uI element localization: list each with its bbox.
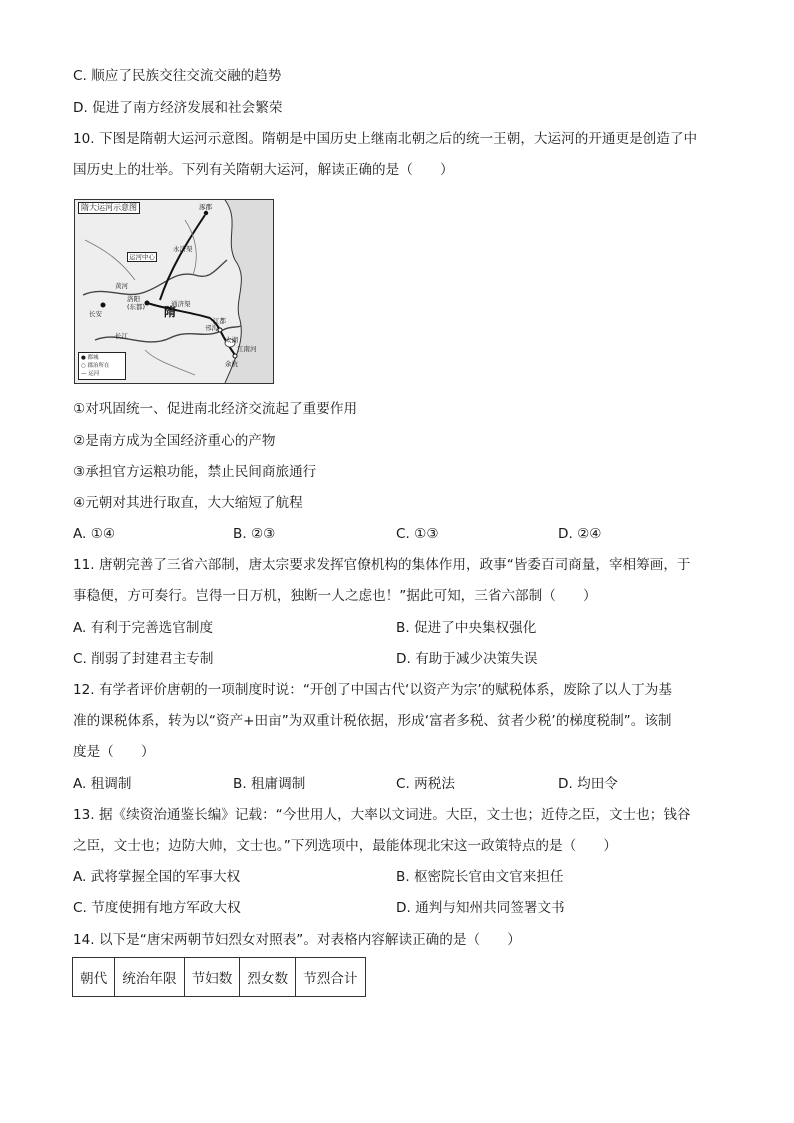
q9-option-c: C. 顺应了民族交往交流交融的趋势 (73, 68, 282, 84)
q14-header-dynasty: 朝代 (73, 958, 115, 997)
map-label-changan: 长安 (89, 310, 102, 318)
map-label-yuhang: 余杭 (225, 360, 238, 368)
legend-canal: — 运河 (81, 371, 100, 377)
map-label-jiangdu: 江都 (213, 317, 226, 325)
q10-statement-4: ④元朝对其进行取直，大大缩短了航程 (73, 495, 303, 511)
q12-option-c: C. 两税法 (396, 776, 455, 792)
q10-stem-line1: 10. 下图是隋朝大运河示意图。隋朝是中国历史上继南北朝之后的统一王朝，大运河的开通更是创造了中 (73, 131, 698, 147)
map-center-label: 运河中心 (129, 253, 155, 261)
map-label-changjiang: 长江 (115, 332, 128, 340)
q11-option-d: D. 有助于减少决策失误 (396, 651, 538, 667)
q11-stem-line2: 事稳便，方可奏行。岂得一日万机，独断一人之虑也！”据此可知，三省六部制（ ） (73, 588, 597, 604)
q13-stem-line1: 13. 据《续资治通鉴长编》记载：“今世用人，大率以文词进。大臣，文士也；近侍之臣，文士也；钱谷 (73, 807, 691, 823)
q12-option-b: B. 租庸调制 (233, 776, 306, 792)
map-label-taihu: 太湖 (225, 336, 238, 344)
q13-option-d: D. 通判与知州共同签署文书 (396, 900, 565, 916)
map-label-zhuojun: 涿郡 (199, 203, 212, 211)
q10-option-c: C. ①③ (396, 526, 439, 542)
map-title: 隋大运河示意图 (78, 202, 140, 214)
q14-header-martyred-women: 烈女数 (240, 958, 296, 997)
legend-capital: ● 都城 (81, 355, 99, 361)
q14-header-total: 节烈合计 (296, 958, 365, 997)
q12-option-d: D. 均田令 (558, 776, 618, 792)
map-label-yongji: 永济渠 (173, 245, 193, 253)
q12-stem-line2: 准的课税体系，转为以“资产+田亩”为双重计税依据，形成‘富者多税、贫者少税’的梯度税制”。该制 (73, 713, 672, 729)
q13-option-c: C. 节度使拥有地方军政大权 (73, 900, 241, 916)
q10-option-d: D. ②④ (558, 526, 602, 542)
map-label-tongji: 通济渠 (171, 300, 191, 308)
q10-statement-2: ②是南方成为全国经济重心的产物 (73, 433, 276, 449)
q10-stem-line2: 国历史上的壮举。下列有关隋朝大运河，解读正确的是（ ） (73, 162, 454, 178)
q9-option-d: D. 促进了南方经济发展和社会繁荣 (73, 100, 283, 116)
q13-stem-line2: 之臣，文士也；边防大帅，文士也。”下列选项中，最能体现北宋这一政策特点的是（ ） (73, 838, 617, 854)
q11-stem-line1: 11. 唐朝完善了三省六部制，唐太宗要求发挥官僚机构的集体作用，政事“皆委百司商量，宰相筹画，于 (73, 557, 691, 573)
q10-option-a: A. ①④ (73, 526, 116, 542)
q13-option-a: A. 武将掌握全国的军事大权 (73, 869, 241, 885)
q11-option-a: A. 有利于完善选官制度 (73, 620, 214, 636)
grand-canal-map (74, 199, 274, 384)
map-legend (78, 352, 126, 380)
q12-option-a: A. 租调制 (73, 776, 132, 792)
map-label-luoyang: 洛阳 (127, 295, 140, 303)
q10-option-b: B. ②③ (233, 526, 276, 542)
q14-stem-line1: 14. 以下是“唐宋两朝节妇烈女对照表”。对表格内容解读正确的是（ ） (73, 932, 521, 948)
q12-stem-line1: 12. 有学者评价唐朝的一项制度时说：“开创了中国古代‘以资产为宗’的赋税体系，废除了以人丁为基 (73, 682, 672, 698)
legend-prefecture: ○ 郡治所在 (81, 363, 110, 369)
q14-header-chaste-women: 节妇数 (184, 958, 240, 997)
map-label-huanghe: 黄河 (115, 282, 128, 290)
q12-stem-line3: 度是（ ） (73, 744, 155, 760)
map-label-hangou: 邗沟 (205, 324, 218, 332)
map-label-dongdu: (东都) (127, 303, 146, 311)
q14-header-reign-years: 统治年限 (115, 958, 184, 997)
q13-option-b: B. 枢密院长官由文官来担任 (396, 869, 564, 885)
q10-statement-3: ③承担官方运粮功能，禁止民间商旅通行 (73, 464, 317, 480)
q11-option-b: B. 促进了中央集权强化 (396, 620, 537, 636)
q14-table (72, 957, 366, 997)
map-label-jiangnanhe: 江南河 (237, 345, 257, 353)
q14-table-header-row (73, 958, 366, 997)
map-sui-label: 隋 (164, 305, 177, 319)
q11-option-c: C. 削弱了封建君主专制 (73, 651, 214, 667)
q10-statement-1: ①对巩固统一、促进南北经济交流起了重要作用 (73, 401, 358, 417)
